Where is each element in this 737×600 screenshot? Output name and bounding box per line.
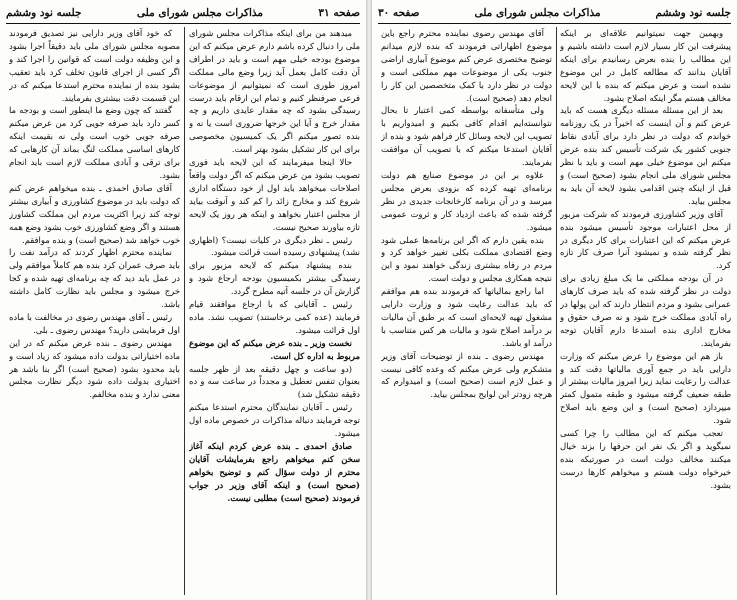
paragraph: در آن بودجه مملکتی ما یک مبلغ زیادی برای دولت در نظر گرفته شده که باید صرف کارهای عمرانی بشود و مردم انتظار دارند که این پولها در راه آبادی مملکت خرج شود و نه صرف حقوق و مخارج اداری بنده استدعا دارم آقایان توجه بفرمایند. <box>560 273 731 348</box>
paragraph: (دو ساعت و چهل دقیقه بعد از ظهر جلسه بعنوان تنفس تعطیل و مجدداً در ساعت سه و ده دقیقه تشکیل شد) <box>189 363 360 400</box>
paragraph: مهندس رضوی ـ بنده عرض میکنم که در این ماده اختیاراتی بدولت داده میشود که زیاد است و باید محدود بشود (صحیح است) اگر بنا باشد هر اختیاری بدولت داده شود دیگر نظارت مجلس معنی ندارد و بنده مخالفم. <box>9 337 180 400</box>
paragraph: گفتند که چون وضع ما اینطور است و بودجه ما کسر دارد باید صرفه جویی کرد من عرض میکنم صرفه جویی خوب است ولی نه بقیمت اینکه کارهای اساسی مملکت لنگ بماند آن کارهایی که برای ترقی و آبادی مملکت لازم است باید انجام بشود. <box>9 105 180 180</box>
paragraph: حالا اینجا میفرمایند که این لایحه باید فوری تصویب بشود من عرض میکنم که اگر دولت واقعاً اصلاحات میخواهد باید اول از خود دستگاه اداری شروع کند و مخارج زائد را کم کند و آنوقت بیاید از مجلس اعتبار بخواهد و اینکه هر روز یک لایحه تازه بیاورند صحیح نیست. <box>189 157 360 232</box>
paragraph: میدهند من برای اینکه مذاکرات مجلس شورای ملی را دنبال کرده باشم دارم عرض میکنم که این موضوع بودجه خیلی مهم است و باید در اطراف آن دقت کامل بعمل آید زیرا وضع مالی مملکت امروز طوری است که نمیتوانیم از موضوعات فرعی صرفنظر کنیم و تمام این ارقام باید درست رسیدگی بشود که چه مقدار عایدی داریم و چه مقدار خرج و آیا این خرجها ضروری است یا نه و بنده تصور میکنم اگر یک کمیسیون مخصوصی برای این کار تشکیل بشود بهتر است. <box>189 28 360 155</box>
page-number: صفحه ۳۰ <box>378 7 420 19</box>
right-page <box>372 0 737 600</box>
paragraph: که خود آقای وزیر دارایی نیز تصدیق فرمودند مصوبه مجلس شورای ملی باید دقیقاً اجرا بشود و این وظیفه دولت است که قوانین را اجرا کند و اگر کسی از اجرای قانون تخلف کرد باید تعقیب بشود بنده از نماینده محترم استدعا میکنم که در این قسمت دقت بیشتری بفرمایند. <box>9 28 180 103</box>
right-page-header <box>378 4 731 22</box>
text-column-right <box>189 27 360 597</box>
paragraph: ولی متأسفانه بواسطه کمی اعتبار تا بحال نتوانسته‌ایم اقدام کافی بکنیم و امیدواریم با تصویب این لایحه وسائل کار فراهم شود و بنده از آقایان استدعا میکنم که با تصویب آن موافقت بفرمایند. <box>381 105 552 168</box>
paragraph: علاوه بر این در موضوع صنایع هم دولت برنامه‌ای تهیه کرده که بزودی بعرض مجلس میرسد و در آن برنامه کارخانجات جدیدی در نظر گرفته شده که باعث ازدیاد کار و ثروت عمومی میشود. <box>381 169 552 232</box>
paragraph: رئیس ـ نظر دیگری در کلیات نیست؟ (اظهاری نشد) پیشنهادی رسیده است قرائت میشود. <box>189 234 360 258</box>
paragraph: بعد از این مسئله مسئله دیگری هست که باید عرض کنم و آن اینست که اخیراً در یک روزنامه خواندم که دولت در نظر دارد برای آبادی نقاط جنوبی کشور یک شرکت تأسیس کند بنده عرض میکنم این موضوع خیلی مهم است و باید با نظر مجلس شورای ملی انجام بشود (صحیح است) و قبل از اینکه چنین اقدامی بشود لایحه آن باید به مجلس بیاید. <box>560 105 731 206</box>
publication-title: مذاکرات مجلس شورای ملی <box>474 7 601 19</box>
header-rule <box>378 23 731 24</box>
left-page <box>0 0 366 600</box>
paragraph: رئیس ـ آقایان نمایندگان محترم استدعا میکنم توجه فرمایند دنباله مذاکرات در خصوص ماده اول میشود. <box>189 402 360 439</box>
session-title: جلسه نود وششم <box>655 7 731 19</box>
paragraph: رئیس ـ آقایانی که با ارجاع موافقند قیام فرمایند (عده کمی برخاستند) تصویب نشد. ماده اول قرائت میشود. <box>189 299 360 335</box>
paragraph: نخست وزیر ـ بنده عرض میکنم که این موضوع مربوط به اداره کل است. <box>189 337 360 361</box>
paragraph: باز هم این موضوع را عرض میکنم که وزارت دارایی باید در جمع آوری مالیاتها دقت کند و عدالت را رعایت نماید زیرا امروز مالیات بیشتر از طبقه ضعیف گرفته میشود و طبقه متمول کمتر میپردازد (صحیح است) و این وضع باید اصلاح شود. <box>560 350 731 426</box>
paragraph: رئیس ـ آقای مهندس رضوی در مخالفت با ماده اول فرمایشی دارید؟ مهندس رضوی ـ بلی. <box>9 311 180 335</box>
paragraph: آقای صادق احمدی ـ بنده میخواهم عرض کنم که دولت باید در موضوع کشاورزی و آبیاری بیشتر توجه کند زیرا اکثریت مردم این مملکت کشاورز هستند و اگر وضع کشاورزی خوب بشود وضع همه خوب خواهد شد (صحیح است) و بنده موافقم. <box>9 182 180 245</box>
text-column-left <box>381 27 552 597</box>
column-divider <box>556 27 557 595</box>
paragraph: تعجب میکنم که این مطالب را چرا کسی نمیگوید و اگر یک نفر این حرفها را بزند خیال میکنند مخالف دولت است در صورتیکه بنده خیرخواه دولت هستم و میخواهم کارها درست بشود. <box>560 428 731 490</box>
page-number: صفحه ۳۱ <box>318 7 360 19</box>
paragraph: بنده پیشنهاد میکنم که لایحه مزبور برای رسیدگی بیشتر بکمیسیون بودجه ارجاع شود و گزارش آن در جلسه آتیه مطرح گردد. <box>189 260 360 297</box>
paragraph: بنده یقین دارم که اگر این برنامه‌ها عملی شود وضع اقتصادی مملکت بکلی تغییر خواهد کرد و مردم در رفاه بیشتری زندگی خواهند نمود و این نتیجه همکاری مجلس و دولت است. <box>381 234 552 284</box>
paragraph: آقای وزیر کشاورزی فرمودند که شرکت مزبور از محل اعتبارات موجود تأسیس میشود بنده عرض میکنم که این اعتبارات برای کار دیگری در نظر گرفته شده و نمیشود آنرا صرف کار تازه کرد. <box>560 208 731 271</box>
paragraph: وبهمین جهت نمیتوانیم علاقه‌ای بر اینکه پیشرفت این کار بسیار لازم است داشته باشیم و این مطالب را بنده بعرض رسانیدم برای اینکه آقایان بدانند که مطالعه کامل در این موضوع نشده است و عرض میکنم که بنده با این لایحه مخالف هستم مگر اینکه اصلاح بشود. <box>560 28 731 103</box>
text-column-left <box>9 27 180 597</box>
header-rule <box>6 23 360 24</box>
column-divider <box>184 27 185 595</box>
publication-title: مذاکرات مجلس شورای ملی <box>136 7 264 19</box>
paragraph: مهندس رضوی ـ بنده از توضیحات آقای وزیر متشکرم ولی عرض میکنم که وعده کافی نیست و عمل لازم است (صحیح است) و امیدوارم که هرچه زودتر این لوایح بمجلس بیاید. <box>381 350 552 400</box>
paragraph: اما راجع بمالیاتها که فرمودند بنده هم موافقم که باید عدالت رعایت شود و وزارت دارایی مشغول تهیه لایحه‌ای است که بر طبق آن مالیات بر درآمد اصلاح شود و مالیات هر کس متناسب با درآمد او باشد. <box>381 286 552 348</box>
left-page-header <box>6 4 360 22</box>
text-column-right <box>560 27 731 597</box>
paragraph: آقای مهندس رضوی نماینده محترم راجع باین موضوع اظهاراتی فرمودند که بنده لازم میدانم توضیح مختصری عرض کنم موضوع آبیاری اراضی جنوب یکی از موضوعات مهم مملکتی است و دولت در نظر دارد با کمک متخصصین این کار را انجام دهد (صحیح است). <box>381 28 552 103</box>
paragraph: صادق احمدی ـ بنده عرض کردم اینکه آغاز سخن کنم میخواهم راجع بفرمایشات آقایان محترم از دولت سؤال کنم و توضیح بخواهم (صحیح است) و اینکه آقای وزیر در جواب فرمودند (صحیح است) مطلبی نیست. <box>189 441 360 503</box>
session-title: جلسه نود وششم <box>6 7 82 19</box>
paragraph: نماینده محترم اظهار کردند که درآمد نفت را باید صرف عمران کرد بنده هم کاملاً موافقم ولی در عمل باید دید که چه برنامه‌ای تهیه شده و کجا خرج میشود و مجلس باید نظارت کامل داشته باشد. <box>9 247 180 310</box>
